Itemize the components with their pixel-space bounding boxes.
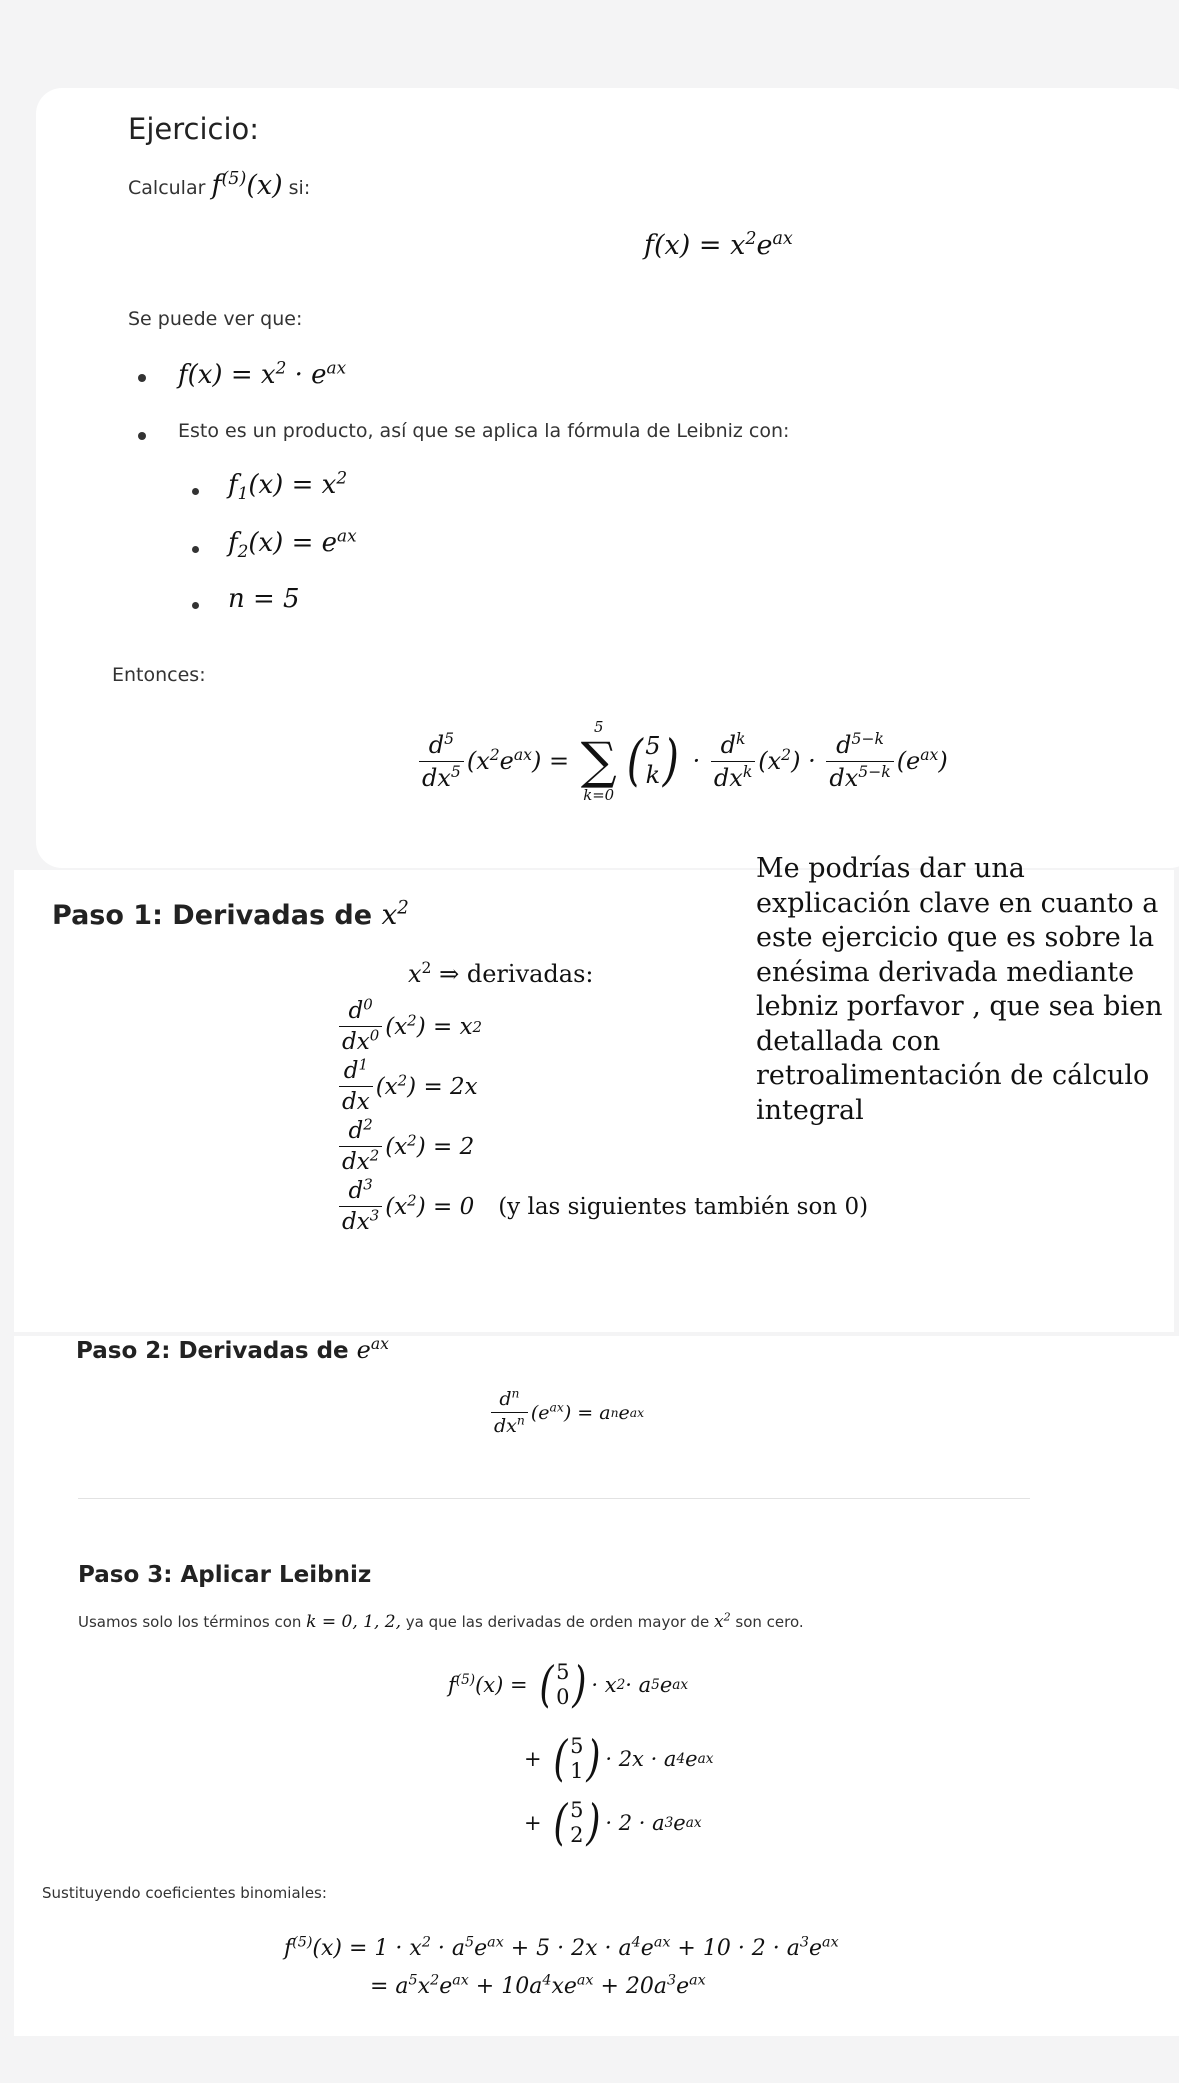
derivative-1: $\frac{d^1}{dx}$ $(x^2)$ = 2x [336,1058,478,1115]
bullet-dot [192,546,199,553]
leibniz-applied-line3: + ( 5 2 ) · 2 · a 3 e ax [524,1795,702,1852]
paso3-title: Paso 3: Aplicar Leibniz [78,1562,372,1588]
f5-symbol: $f^{(5)}(x)$ [211,169,283,201]
d5-dx5-fraction: $\frac{d^5}{dx^5}$ [419,731,464,792]
f2-definition: $f_2(x) = e^{ax}$ [228,525,357,562]
se-puede-ver-text: Se puede ver que: [128,308,303,330]
bullet-dot [138,374,146,382]
paso2-title: Paso 2: Derivadas de $e^{ax}$ [76,1335,389,1364]
f1-definition: $f_1(x) = x^2$ [228,467,348,504]
n-definition: n = 5 [228,584,300,614]
paso1-title: Paso 1: Derivadas de $x^2$ [52,897,409,931]
exercise-title: Ejercicio: [128,112,260,146]
leibniz-formula: $\frac{d^5}{dx^5}$ $(x^2e^{ax})$ = 5 ∑ k=0 ( 5 k ) · $\frac{d^k}{dx^k}$ $(x^2)$ · $\frac{d^{5-k}}{dx^{5-k}}$ $(e^{ax})$ [416,718,948,804]
bullet-dot [192,602,199,609]
sustituyendo-text: Sustituyendo coeficientes binomiales: [42,1884,327,1902]
leibniz-applied-line2: + ( 5 1 ) · 2x · a 4 e ax [524,1731,714,1788]
summation-symbol: 5 ∑ k=0 [580,718,617,805]
derivative-3: $\frac{d^3}{dx^3}$ $(x^2)$ = 0 (y las siguientes también son 0) [336,1178,868,1235]
binomial-5-k: ( 5 k ) [626,728,680,793]
entonces-text: Entonces: [112,664,206,686]
derivative-0: $\frac{d^0}{dx^0}$ $(x^2)$ = x 2 [336,998,482,1055]
dk-dxk-fraction: $\frac{d^k}{dx^k}$ [711,731,755,792]
leibniz-applied-line1: $f^{(5)}(x)$ = ( 5 0 ) · x 2 · a 5 e ax [448,1657,689,1714]
bullet-dot [192,488,199,495]
bullet-leibniz-text: Esto es un producto, así que se aplica la fórmula de Leibniz con: [178,420,790,442]
final-result-line2: = $a^5x^2e^{ax} + 10a^4xe^{ax} + 20a^3e^{ax}$ [370,1972,706,1999]
calc-instruction: Calcular $f^{(5)}(x)$ si: [128,169,311,201]
user-question-text: Me podrías dar una explicación clave en cuanto a este ejercicio que es sobre la enésima derivada mediante lebniz porfavor , que sea bien detallada con retroalimentación de cálculo integral [756,853,1163,1126]
d5mk-dx5mk-fraction: $\frac{d^{5-k}}{dx^{5-k}}$ [826,731,893,792]
paso2-formula: $\frac{d^n}{dx^n}$ $(e^{ax})$ = a n e ax [488,1388,644,1437]
derivative-2: $\frac{d^2}{dx^2}$ $(x^2)$ = 2 [336,1118,474,1175]
x2-derivadas-label: $x^2$ ⇒ derivadas: [408,959,594,988]
section-divider [78,1498,1030,1499]
usamos-text: Usamos solo los términos con k = 0, 1, 2, ya que las derivadas de orden mayor de $x^2$ son cero. [78,1610,804,1632]
final-result-line1: $f^{(5)}(x) = 1 \cdot x^2 \cdot a^5e^{ax} + 5 \cdot 2x \cdot a^4e^{ax} + 10 \cdot 2 \cdot a^3e^{ax}$ [284,1934,839,1961]
bullet-product: $f(x) = x^2 \cdot e^{ax}$ [178,357,347,390]
bullet-dot [138,432,146,440]
main-function: $f(x) = x^2e^{ax}$ [644,229,793,261]
